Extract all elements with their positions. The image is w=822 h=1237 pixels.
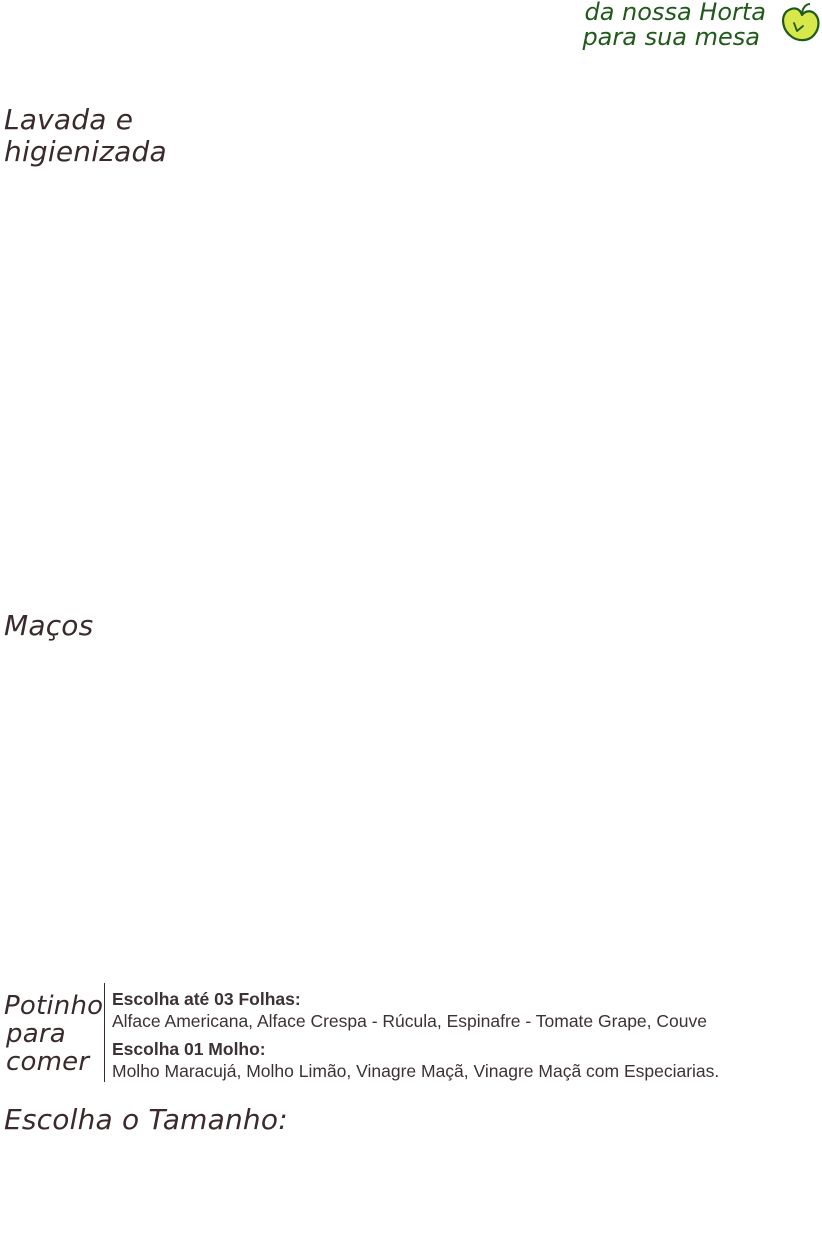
section-title-macos: Maços <box>4 609 94 642</box>
section-title-lavada <box>4 104 167 168</box>
tagline <box>566 0 766 50</box>
section-title-potinho <box>4 992 103 1076</box>
leaf-heart-icon <box>778 2 822 44</box>
potinho-line-3: comer <box>6 1047 90 1077</box>
section-title-lavada-line-2: higienizada <box>4 135 167 168</box>
section-title-tamanho: Escolha o Tamanho: <box>4 1103 288 1136</box>
folhas-title: Escolha até 03 Folhas: <box>112 989 301 1009</box>
section-title-lavada-line-1: Lavada e <box>4 103 134 136</box>
tagline-line-1: da nossa Horta <box>584 0 766 26</box>
molho-title: Escolha 01 Molho: <box>112 1039 266 1059</box>
vertical-divider <box>104 983 105 1082</box>
molho-list: Molho Maracujá, Molho Limão, Vinagre Maçã, Vinagre Maçã com Especiarias. <box>112 1061 720 1081</box>
potinho-options <box>112 988 812 1082</box>
tagline-line-2: para sua mesa <box>582 23 760 51</box>
potinho-line-2: para <box>6 1019 66 1049</box>
folhas-list: Alface Americana, Alface Crespa - Rúcula, Espinafre - Tomate Grape, Couve <box>112 1011 707 1031</box>
potinho-line-1: Potinho <box>4 991 104 1021</box>
